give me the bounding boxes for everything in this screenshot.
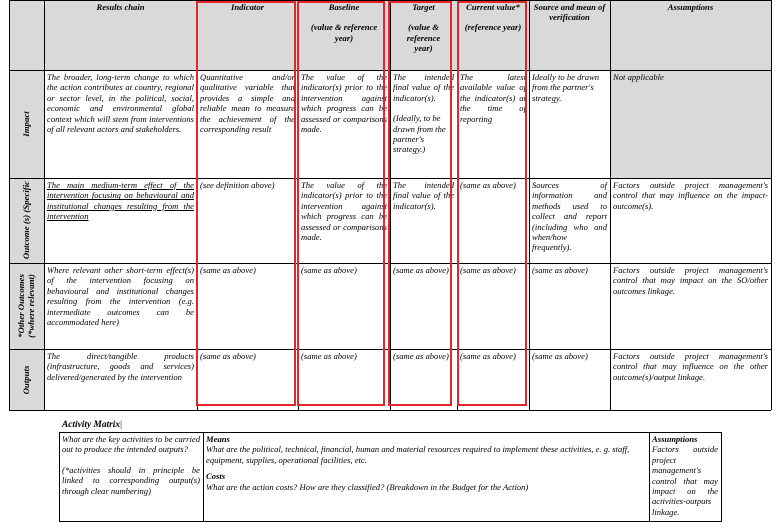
means-text: What are the political, technical, financial, human and material resources required to implement these activities, e. g. staff, equipment, supplies, operational facilities, etc. — [206, 444, 630, 465]
header-source: Source and mean of verification — [533, 2, 606, 23]
outputs-target: (same as above) — [393, 351, 449, 361]
header-baseline-title: Baseline — [328, 2, 360, 12]
activity-assumptions-cell — [649, 432, 721, 521]
header-target-sub: (value & reference year) — [406, 22, 441, 54]
other-outcomes-baseline: (same as above) — [301, 265, 357, 275]
means-costs-cell — [203, 432, 649, 521]
row-label-outputs: Outputs — [21, 365, 31, 395]
costs-text: What are the action costs? How are they classified? (Breakdown in the Budget for the Action) — [206, 481, 529, 492]
header-baseline-sub: (value & reference year) — [310, 22, 378, 43]
impact-target-b: (Ideally, to be drawn from the partner's strategy.) — [393, 113, 446, 155]
baseline-column-highlight — [297, 1, 385, 406]
activity-assumptions-title: Assumptions — [652, 434, 698, 444]
row-label-impact: Impact — [21, 111, 31, 137]
row-label-outcome: Outcome (s) (Specific — [21, 180, 31, 260]
impact-indicator: Quantitative and/or qualitative variable that provides a simple and reliable mean to measure the achievement of the corresponding result — [200, 72, 295, 135]
target-column-highlight — [388, 1, 452, 406]
header-results-chain: Results chain — [96, 2, 145, 12]
row-label-other-outcomes-a: *Other Outcomes — [16, 274, 26, 338]
other-outcomes-indicator: (same as above) — [200, 265, 256, 275]
header-indicator: Indicator — [231, 2, 264, 12]
impact-target-a: The intended final value of the indicator(s). — [393, 72, 454, 103]
outputs-current: (same as above) — [460, 351, 516, 361]
activity-assumptions-text: Factors outside project management's control that may impact on the activities-outputs linkage. — [652, 444, 718, 517]
other-outcomes-source: (same as above) — [532, 265, 588, 275]
outputs-results-chain: The direct/tangible products (infrastructure, goods and services) delivered/generated by the intervention — [47, 351, 194, 382]
outputs-indicator: (same as above) — [200, 351, 256, 361]
outputs-assumptions: Factors outside project management's control that may influence on the other outcome(s)/output linkage. — [613, 351, 768, 382]
row-label-other-outcomes-b: (*where relevant) — [26, 274, 36, 338]
activity-matrix-title — [62, 420, 122, 430]
outcome-assumptions: Factors outside project management's control that may influence on the impact-outcome(s). — [613, 180, 768, 211]
outcome-baseline: The value of the indicator(s) prior to the intervention against which progress can be assessed or comparisons made. — [301, 180, 387, 243]
impact-source: Ideally to be drawn from the partner's strategy. — [532, 72, 600, 103]
outputs-source: (same as above) — [532, 351, 588, 361]
outputs-baseline: (same as above) — [301, 351, 357, 361]
impact-results-chain: The broader, long-term change to which the action contributes at country, regional or sector level, in the political, social, economic and environmental global context which will stem from interventions of all relevant actors and stakeholders. — [47, 72, 194, 135]
header-assumptions: Assumptions — [667, 2, 714, 12]
header-current-sub: (reference year) — [464, 22, 522, 33]
other-outcomes-results-chain: Where relevant other short-term effect(s) of the intervention focusing on behavioural and institutional changes resulting from the intervention (e.g. intermediate outcomes can be accommodated here) — [47, 265, 194, 328]
outcome-current: (same as above) — [460, 180, 516, 190]
impact-current: The latest available value of the indicator(s) at the time of reporting — [460, 72, 526, 124]
activity-matrix-title-text: Activity Matrix — [62, 420, 121, 430]
current-value-column-highlight — [457, 1, 527, 406]
other-outcomes-target: (same as above) — [393, 265, 449, 275]
outcome-source: Sources of information and methods used to collect and report (including who and when/how frequently). — [532, 180, 607, 253]
costs-title: Costs — [206, 471, 226, 482]
activities-question: What are the key activities to be carried out to produce the intended outputs? — [62, 434, 200, 455]
means-title: Means — [206, 434, 230, 444]
outcome-indicator: (see definition above) — [200, 180, 275, 190]
other-outcomes-assumptions: Factors outside project management's control that may impact on the SO/other outcomes linkage. — [613, 265, 768, 296]
impact-baseline: The value of the indicator(s) prior to the intervention against which progress can be assessed or comparisons made. — [301, 72, 387, 135]
impact-assumptions: Not applicable — [613, 72, 664, 82]
header-target-title: Target — [412, 2, 435, 12]
other-outcomes-current: (same as above) — [460, 265, 516, 275]
activities-cell — [59, 432, 203, 521]
row-label-other-outcomes — [16, 274, 36, 338]
text-cursor: | — [120, 420, 122, 430]
activities-note: (*activities should in principle be linked to corresponding output(s) through clear numbering) — [62, 464, 200, 496]
outcome-target: The intended final value of the indicator(s). — [393, 180, 454, 211]
header-current-title: Current value* — [466, 2, 520, 12]
indicator-column-highlight — [196, 1, 296, 406]
outcome-results-chain: The main medium-term effect of the intervention focusing on behavioural and institutional changes resulting from the intervention — [47, 180, 194, 222]
